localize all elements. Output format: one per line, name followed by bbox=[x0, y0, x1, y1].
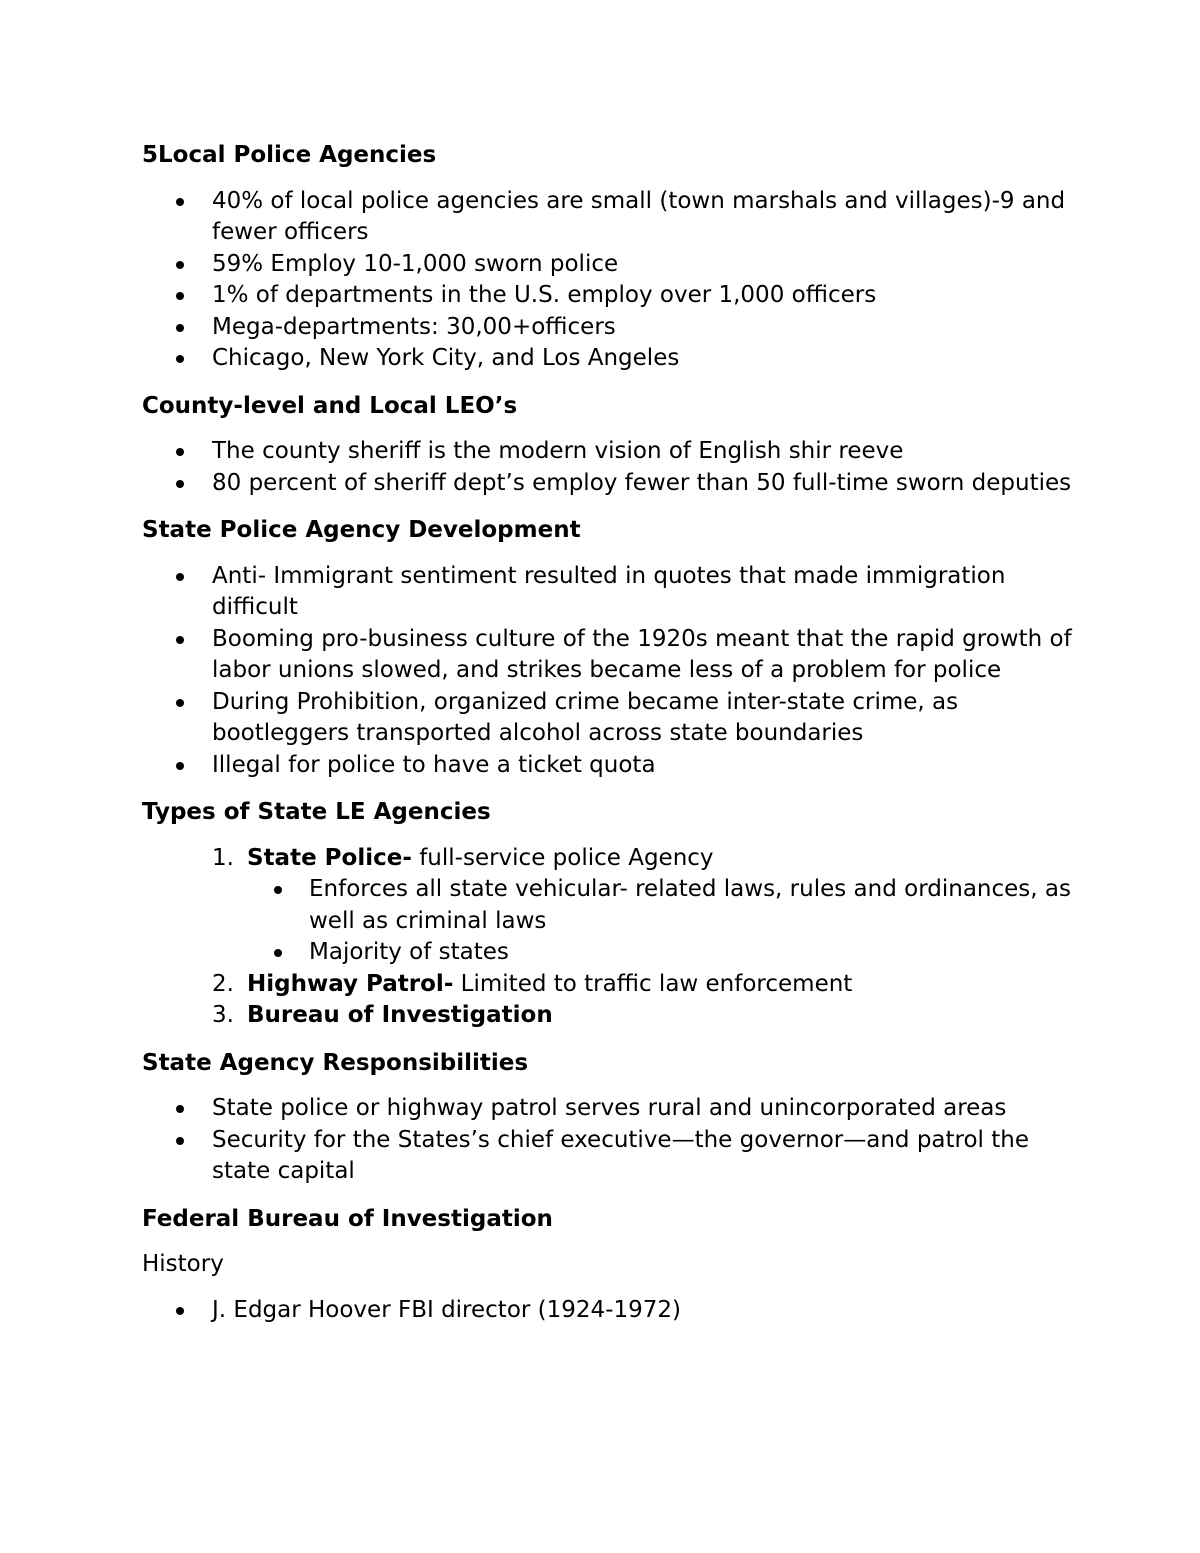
list-item: Enforces all state vehicular- related laws, rules and ordinances, as well as criminal laws bbox=[309, 874, 1072, 937]
county-list bbox=[142, 436, 1072, 499]
local-police-list bbox=[142, 186, 1072, 375]
state-agency-types-list bbox=[142, 843, 1072, 1032]
heading-local-police-agencies: 5Local Police Agencies bbox=[142, 142, 437, 168]
list-item: During Prohibition, organized crime became inter-state crime, as bootleggers transported alcohol across state boundaries bbox=[212, 687, 1072, 750]
list-item: J. Edgar Hoover FBI director (1924-1972) bbox=[212, 1295, 1072, 1327]
list-item: Booming pro-business culture of the 1920s meant that the rapid growth of labor unions slowed, and strikes became less of a problem for police bbox=[212, 624, 1072, 687]
list-item: Anti- Immigrant sentiment resulted in quotes that made immigration difficult bbox=[212, 561, 1072, 624]
list-item: Mega-departments: 30,00+officers bbox=[212, 312, 1072, 344]
state-development-list bbox=[142, 561, 1072, 782]
list-item: Illegal for police to have a ticket quota bbox=[212, 750, 1072, 782]
responsibilities-list bbox=[142, 1093, 1072, 1188]
list-item: 80 percent of sheriff dept’s employ fewer than 50 full-time sworn deputies bbox=[212, 468, 1072, 500]
item-term: State Police- bbox=[247, 844, 412, 871]
numbered-item-bureau-of-investigation bbox=[212, 1000, 1072, 1032]
item-term: Highway Patrol- bbox=[247, 970, 454, 997]
item-description: Limited to traffic law enforcement bbox=[453, 970, 853, 997]
state-police-sublist bbox=[247, 874, 1072, 969]
list-item: 40% of local police agencies are small (town marshals and villages)-9 and fewer officers bbox=[212, 186, 1072, 249]
heading-state-police-development: State Police Agency Development bbox=[142, 517, 581, 543]
item-number: 2. bbox=[212, 970, 234, 997]
list-item: The county sheriff is the modern vision of English shir reeve bbox=[212, 436, 1072, 468]
item-number: 3. bbox=[212, 1002, 234, 1028]
heading-county-level: County-level and Local LEO’s bbox=[142, 392, 518, 419]
heading-types-of-state-agencies: Types of State LE Agencies bbox=[142, 799, 491, 825]
fbi-history-list bbox=[142, 1295, 1072, 1327]
list-item: Majority of states bbox=[309, 937, 1072, 969]
item-term: Bureau of Investigation bbox=[247, 1002, 553, 1028]
subheading-history: History bbox=[142, 1251, 224, 1277]
list-item: Chicago, New York City, and Los Angeles bbox=[212, 343, 1072, 375]
list-item: 1% of departments in the U.S. employ over 1,000 officers bbox=[212, 280, 1072, 312]
item-number: 1. bbox=[212, 844, 234, 871]
heading-fbi: Federal Bureau of Investigation bbox=[142, 1205, 553, 1232]
list-item: Security for the States’s chief executive—the governor—and patrol the state capital bbox=[212, 1125, 1072, 1188]
document-body bbox=[142, 140, 1072, 1342]
item-description: full-service police Agency bbox=[411, 844, 714, 871]
heading-state-agency-responsibilities: State Agency Responsibilities bbox=[142, 1049, 529, 1076]
list-item: 59% Employ 10-1,000 sworn police bbox=[212, 249, 1072, 281]
numbered-item-state-police bbox=[212, 843, 1072, 969]
list-item: State police or highway patrol serves rural and unincorporated areas bbox=[212, 1093, 1072, 1125]
numbered-item-highway-patrol bbox=[212, 969, 1072, 1001]
